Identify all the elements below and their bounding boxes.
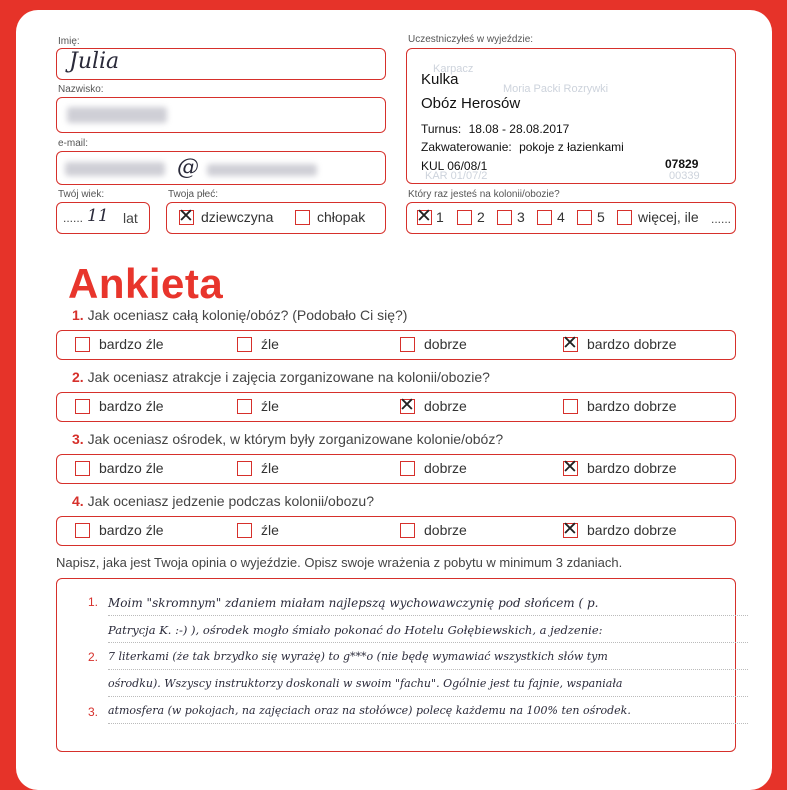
check-mark-icon: ✕ bbox=[399, 394, 415, 416]
times-checkbox-more[interactable] bbox=[617, 210, 632, 225]
name-field[interactable] bbox=[56, 48, 386, 80]
stamp-ghost-1: Karpacz bbox=[433, 63, 474, 75]
turnus-value: 18.08 - 28.08.2017 bbox=[468, 122, 570, 136]
question-2-number: 2. bbox=[72, 369, 84, 385]
question-1-number: 1. bbox=[72, 307, 84, 323]
check-mark-icon: ✕ bbox=[416, 205, 432, 227]
q2-checkbox-bad[interactable] bbox=[237, 399, 252, 414]
gender-option-girl: dziewczyna bbox=[201, 209, 274, 225]
q3-option-good: dobrze bbox=[424, 460, 467, 476]
name-label: Imię: bbox=[58, 36, 80, 47]
times-option-more: więcej, ile bbox=[638, 209, 699, 225]
opinion-line-number-1: 1. bbox=[88, 595, 99, 609]
q3-option-very-bad: bardzo źle bbox=[99, 460, 164, 476]
age-unit: lat bbox=[123, 210, 138, 226]
times-option-1: 1 bbox=[436, 209, 444, 225]
camp-label: Uczestniczyłeś w wyjeździe: bbox=[408, 34, 534, 45]
surname-field[interactable] bbox=[56, 97, 386, 133]
question-3-number: 3. bbox=[72, 431, 84, 447]
q4-option-bad: źle bbox=[261, 522, 279, 538]
times-checkbox-1[interactable] bbox=[416, 205, 432, 227]
q1-checkbox-good[interactable] bbox=[400, 337, 415, 352]
email-at-sign: @ bbox=[177, 155, 199, 180]
check-mark-icon: ✕ bbox=[178, 205, 194, 227]
surname-redacted bbox=[67, 107, 167, 123]
stamp-ghost-2: Moria Packi Rozrywki bbox=[503, 83, 609, 95]
gender-label: Twoja płeć: bbox=[168, 189, 219, 200]
opinion-handwritten-line: 7 literkami (że tak brzydko się wyrażę) to g***o (nie będę wymawiać wszystkich słów tym bbox=[108, 650, 608, 663]
question-3-scale bbox=[56, 454, 736, 484]
question-1-text: Jak oceniasz całą kolonię/obóz? (Podobało Ci się?) bbox=[87, 307, 408, 323]
q1-checkbox-very-good[interactable] bbox=[562, 332, 578, 354]
stamp-number: 07829 bbox=[665, 157, 699, 171]
gender-checkbox-boy[interactable] bbox=[295, 210, 310, 225]
answer-rule bbox=[108, 723, 748, 724]
opinion-handwritten-line: Patrycja K. :-) ), ośrodek mogło śmiało pokonać do Hotelu Gołębiewskich, a jedzenie: bbox=[108, 623, 603, 637]
question-3 bbox=[72, 431, 503, 447]
gender-option-boy: chłopak bbox=[317, 209, 366, 225]
times-checkbox-4[interactable] bbox=[537, 210, 552, 225]
gender-field bbox=[166, 202, 386, 234]
check-mark-icon: ✕ bbox=[562, 332, 578, 354]
times-option-2: 2 bbox=[477, 209, 485, 225]
question-4-scale bbox=[56, 516, 736, 546]
stamp-name: Kulka bbox=[421, 71, 459, 88]
question-2-text: Jak oceniasz atrakcje i zajęcia zorganizowane na kolonii/obozie? bbox=[87, 369, 490, 385]
q2-checkbox-very-bad[interactable] bbox=[75, 399, 90, 414]
surname-label: Nazwisko: bbox=[58, 84, 104, 95]
q4-option-very-good: bardzo dobrze bbox=[587, 522, 677, 538]
stamp-code: KUL 06/08/1 bbox=[421, 159, 488, 173]
gender-checkbox-girl[interactable] bbox=[178, 205, 194, 227]
answer-rule bbox=[108, 669, 748, 670]
age-field[interactable] bbox=[56, 202, 150, 234]
question-1 bbox=[72, 307, 407, 323]
age-label: Twój wiek: bbox=[58, 189, 105, 200]
age-value: 11 bbox=[87, 206, 109, 226]
answer-rule bbox=[108, 615, 748, 616]
accommodation-value: pokoje z łazienkami bbox=[519, 140, 624, 154]
question-4-text: Jak oceniasz jedzenie podczas kolonii/obozu? bbox=[87, 493, 374, 509]
q4-checkbox-good[interactable] bbox=[400, 523, 415, 538]
q3-checkbox-very-good[interactable] bbox=[562, 456, 578, 478]
times-option-4: 4 bbox=[557, 209, 565, 225]
times-checkbox-5[interactable] bbox=[577, 210, 592, 225]
opinion-line-number-2: 2. bbox=[88, 650, 99, 664]
q2-option-bad: źle bbox=[261, 398, 279, 414]
stamp-turnus bbox=[421, 122, 569, 136]
q1-option-bad: źle bbox=[261, 336, 279, 352]
answer-rule bbox=[108, 696, 748, 697]
email-label: e-mail: bbox=[58, 138, 89, 149]
q3-option-bad: źle bbox=[261, 460, 279, 476]
q2-option-very-good: bardzo dobrze bbox=[587, 398, 677, 414]
times-checkbox-3[interactable] bbox=[497, 210, 512, 225]
opinion-handwritten-line: atmosfera (w pokojach, na zajęciach oraz na stołówce) polecę każdemu na 100% ten ośrodek. bbox=[108, 704, 631, 717]
email-field[interactable] bbox=[56, 151, 386, 185]
q4-checkbox-very-bad[interactable] bbox=[75, 523, 90, 538]
question-4-number: 4. bbox=[72, 493, 84, 509]
q3-checkbox-very-bad[interactable] bbox=[75, 461, 90, 476]
opinion-prompt: Napisz, jaka jest Twoja opinia o wyjeździe. Opisz swoje wrażenia z pobytu w minimum 3 zdaniach. bbox=[56, 555, 623, 570]
opinion-line-number-3: 3. bbox=[88, 705, 99, 719]
q2-option-very-bad: bardzo źle bbox=[99, 398, 164, 414]
times-label: Który raz jesteś na kolonii/obozie? bbox=[408, 189, 560, 200]
q3-option-very-good: bardzo dobrze bbox=[587, 460, 677, 476]
question-1-scale bbox=[56, 330, 736, 360]
accommodation-label: Zakwaterowanie: bbox=[421, 140, 512, 154]
q4-checkbox-very-good[interactable] bbox=[562, 518, 578, 540]
times-option-5: 5 bbox=[597, 209, 605, 225]
survey-title: Ankieta bbox=[68, 260, 224, 307]
survey-form bbox=[16, 10, 772, 790]
email-redacted-user bbox=[65, 162, 165, 176]
question-2-scale bbox=[56, 392, 736, 422]
answer-rule bbox=[108, 642, 748, 643]
q1-checkbox-bad[interactable] bbox=[237, 337, 252, 352]
times-option-3: 3 bbox=[517, 209, 525, 225]
q3-checkbox-bad[interactable] bbox=[237, 461, 252, 476]
q2-checkbox-very-good[interactable] bbox=[563, 399, 578, 414]
q4-option-good: dobrze bbox=[424, 522, 467, 538]
q1-option-very-good: bardzo dobrze bbox=[587, 336, 677, 352]
stamp-accommodation bbox=[421, 140, 624, 154]
q2-option-good: dobrze bbox=[424, 398, 467, 414]
q2-checkbox-good[interactable] bbox=[399, 394, 415, 416]
question-2 bbox=[72, 369, 490, 385]
question-3-text: Jak oceniasz ośrodek, w którym były zorganizowane kolonie/obóz? bbox=[87, 431, 504, 447]
q1-checkbox-very-bad[interactable] bbox=[75, 337, 90, 352]
times-field bbox=[406, 202, 736, 234]
times-checkbox-2[interactable] bbox=[457, 210, 472, 225]
opinion-handwritten-line: ośrodku). Wszyscy instruktorzy doskonali w swoim "fachu". Ogólnie jest tu fajnie, wspaniała bbox=[108, 677, 623, 690]
opinion-handwritten-line: Moim "skromnym" zdaniem miałam najlepszą wychowawczynię pod słońcem ( p. bbox=[108, 596, 599, 610]
turnus-label: Turnus: bbox=[421, 122, 462, 136]
times-dots: ...... bbox=[711, 212, 732, 226]
q1-option-very-bad: bardzo źle bbox=[99, 336, 164, 352]
check-mark-icon: ✕ bbox=[562, 456, 578, 478]
name-value: Julia bbox=[69, 49, 120, 74]
q3-checkbox-good[interactable] bbox=[400, 461, 415, 476]
check-mark-icon: ✕ bbox=[562, 518, 578, 540]
q1-option-good: dobrze bbox=[424, 336, 467, 352]
age-dots: ...... bbox=[63, 211, 84, 225]
q4-checkbox-bad[interactable] bbox=[237, 523, 252, 538]
stamp-camp: Obóz Herosów bbox=[421, 95, 521, 112]
q4-option-very-bad: bardzo źle bbox=[99, 522, 164, 538]
question-4 bbox=[72, 493, 374, 509]
email-redacted-domain bbox=[207, 164, 317, 176]
camp-stamp-box bbox=[406, 48, 736, 184]
stamp-ghost-3: KAR 01/07/2 bbox=[425, 170, 488, 182]
stamp-ghost-4: 00339 bbox=[669, 170, 700, 182]
